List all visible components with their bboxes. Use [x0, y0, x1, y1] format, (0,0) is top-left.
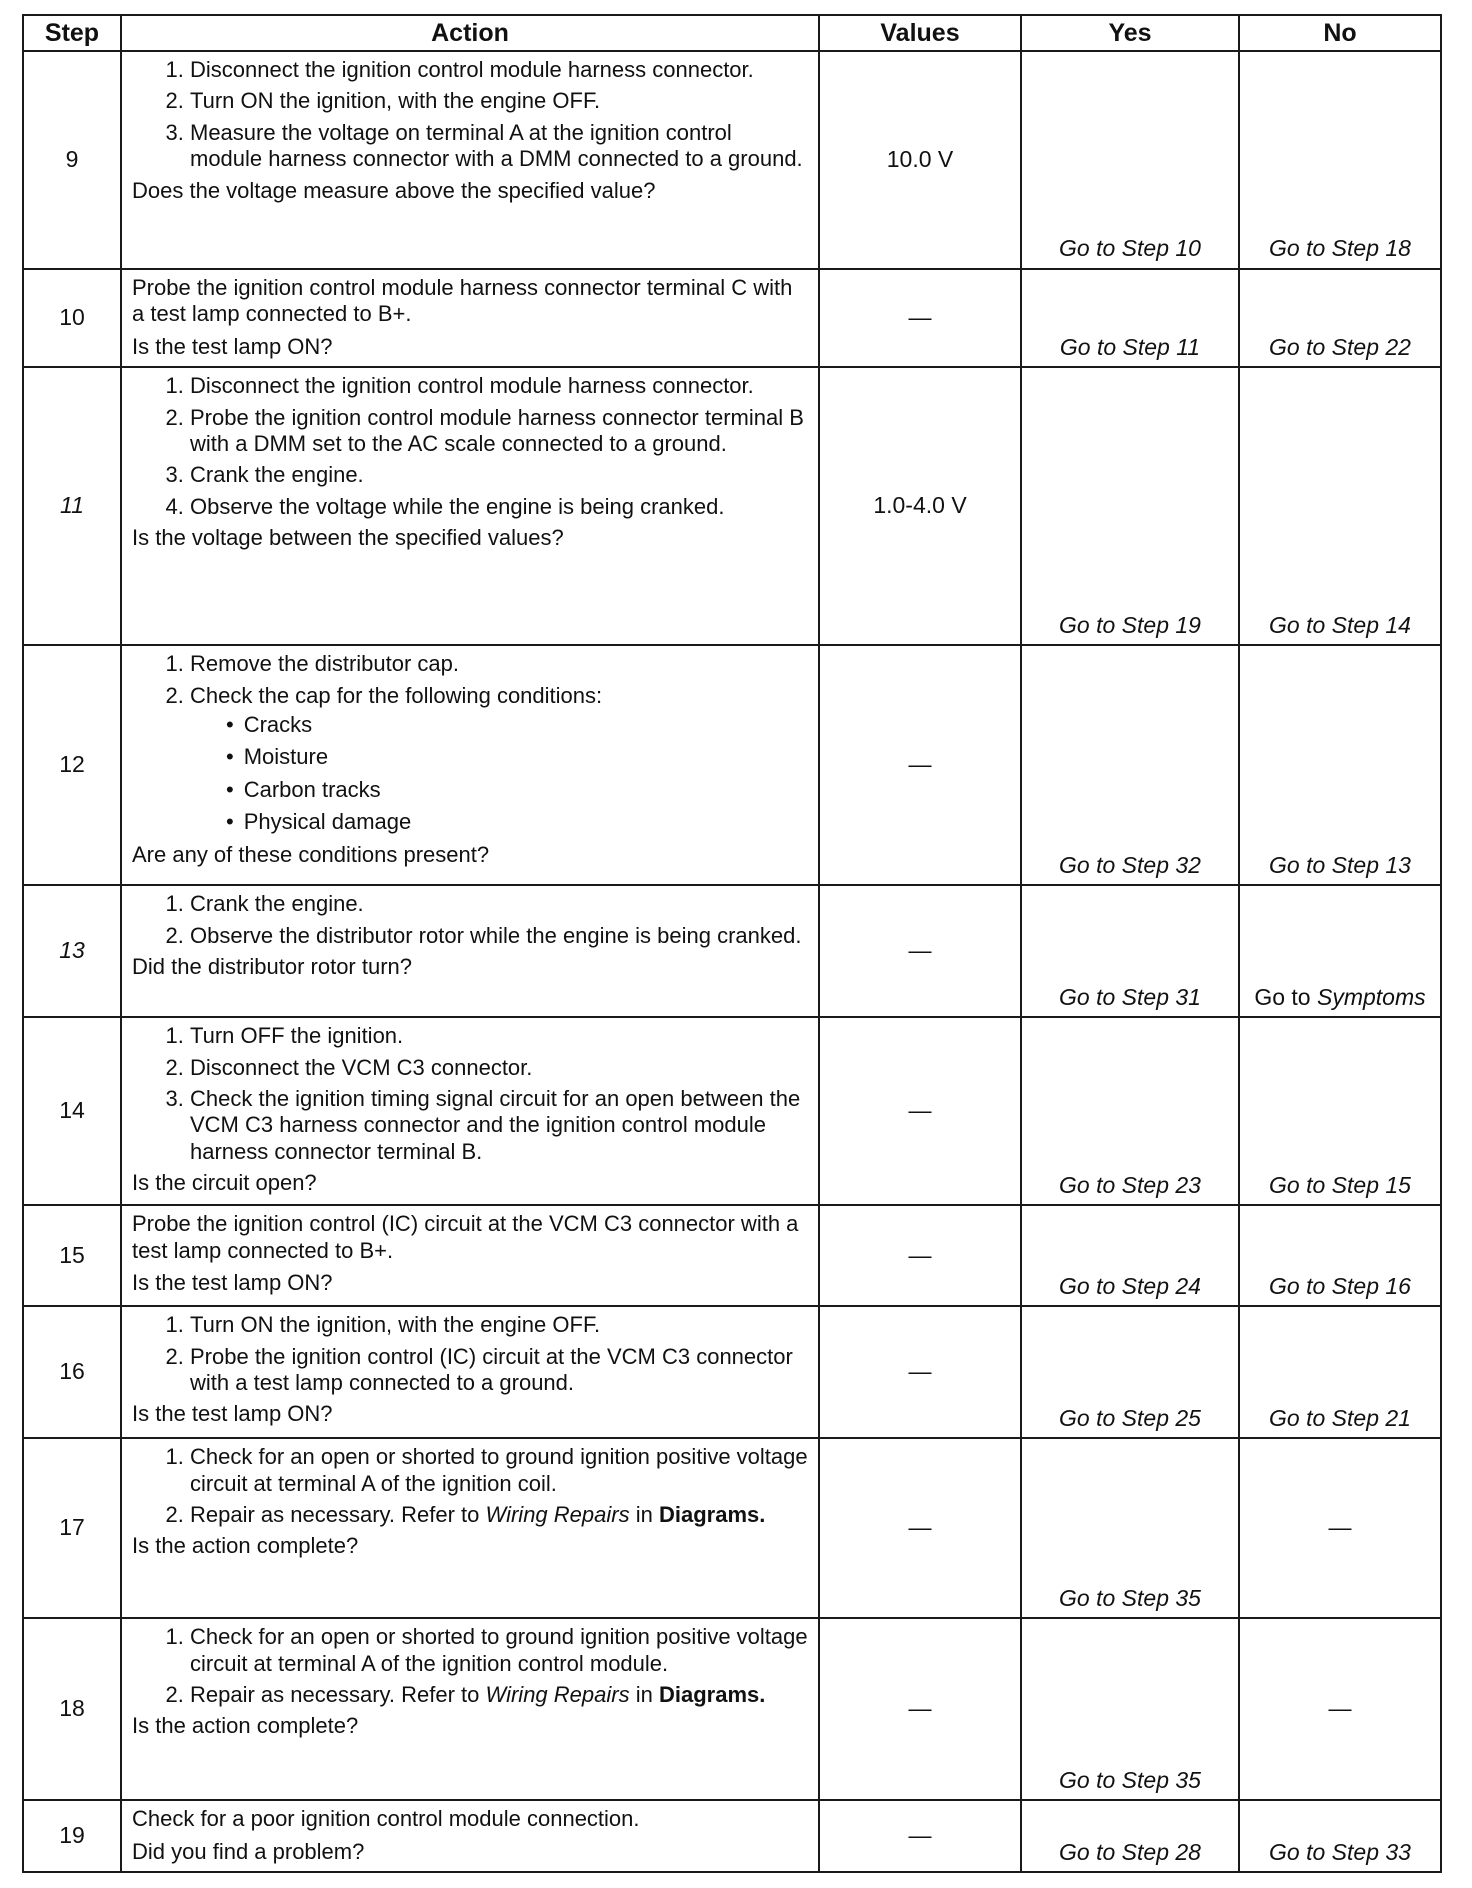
- value-cell: —: [819, 1205, 1021, 1306]
- action-steps: [132, 1312, 810, 1396]
- action-step: 2. Turn ON the ignition, with the engine OFF.: [190, 88, 810, 114]
- header-action: Action: [121, 15, 819, 51]
- no-prefix: Go to: [1254, 983, 1311, 1010]
- no-cell: Go to Step 14: [1239, 367, 1441, 645]
- no-cell: [1239, 885, 1441, 1017]
- step-number: 15: [23, 1205, 121, 1306]
- value-cell: —: [819, 1618, 1021, 1800]
- value-cell: —: [819, 1438, 1021, 1618]
- header-yes: Yes: [1021, 15, 1239, 51]
- action-step: 1. Check for an open or shorted to ground ignition positive voltage circuit at terminal A of the ignition coil.: [190, 1444, 810, 1497]
- action-step: 2. Observe the distributor rotor while the engine is being cranked.: [190, 923, 810, 949]
- action-cell: [121, 1618, 819, 1800]
- action-cell: [121, 367, 819, 645]
- action-step: 1. Disconnect the ignition control module harness connector.: [190, 373, 810, 399]
- action-step: 1. Disconnect the ignition control module harness connector.: [190, 57, 810, 83]
- yes-cell: Go to Step 19: [1021, 367, 1239, 645]
- no-cell: —: [1239, 1618, 1441, 1800]
- no-cell: Go to Step 18: [1239, 51, 1441, 269]
- table-row: [23, 51, 1441, 269]
- list-item: • Cracks: [226, 712, 810, 738]
- step-number: 18: [23, 1618, 121, 1800]
- action-step: [190, 1682, 810, 1708]
- value-cell: —: [819, 645, 1021, 885]
- action-question: Did the distributor rotor turn?: [132, 953, 413, 979]
- table-row: [23, 367, 1441, 645]
- action-step: 1. Turn ON the ignition, with the engine OFF.: [190, 1312, 810, 1338]
- action-step: 1. Remove the distributor cap.: [190, 651, 810, 677]
- action-steps: [132, 57, 810, 173]
- action-step: 3. Crank the engine.: [190, 462, 810, 488]
- list-item: • Moisture: [226, 744, 810, 770]
- step-number: 13: [23, 885, 121, 1017]
- table-row: [23, 885, 1441, 1017]
- value-cell: —: [819, 1017, 1021, 1205]
- action-cell: [121, 269, 819, 367]
- value-cell: 1.0-4.0 V: [819, 367, 1021, 645]
- yes-cell: Go to Step 32: [1021, 645, 1239, 885]
- no-cell: Go to Step 21: [1239, 1306, 1441, 1438]
- repair-text: Repair as necessary. Refer to: [190, 1681, 480, 1707]
- repair-in: in: [635, 1681, 653, 1707]
- yes-cell: Go to Step 24: [1021, 1205, 1239, 1306]
- value-cell: —: [819, 1800, 1021, 1872]
- table-row: [23, 1306, 1441, 1438]
- step-number: 9: [23, 51, 121, 269]
- diagrams-link[interactable]: Diagrams.: [658, 1501, 766, 1527]
- repair-in: in: [635, 1501, 653, 1527]
- step-number: 14: [23, 1017, 121, 1205]
- action-cell: [121, 1205, 819, 1306]
- no-cell: Go to Step 15: [1239, 1017, 1441, 1205]
- action-step: 1. Check for an open or shorted to ground ignition positive voltage circuit at terminal A of the ignition control module.: [190, 1624, 810, 1677]
- action-steps: [132, 1444, 810, 1528]
- table-row: [23, 1438, 1441, 1618]
- action-cell: [121, 1306, 819, 1438]
- action-cell: [121, 1017, 819, 1205]
- action-step: 1. Turn OFF the ignition.: [190, 1023, 810, 1049]
- table-row: [23, 269, 1441, 367]
- list-item: • Physical damage: [226, 809, 810, 835]
- step-number: 10: [23, 269, 121, 367]
- action-cell: [121, 885, 819, 1017]
- wiring-repairs-link[interactable]: Wiring Repairs: [485, 1681, 630, 1707]
- action-question: Are any of these conditions present?: [132, 841, 490, 867]
- action-cell: [121, 1800, 819, 1872]
- action-question: Is the test lamp ON?: [132, 1401, 333, 1427]
- step-number: 17: [23, 1438, 121, 1618]
- table-row: [23, 1618, 1441, 1800]
- action-step: 1. Crank the engine.: [190, 891, 810, 917]
- diagnostic-table-page: [22, 14, 1440, 1873]
- action-step: 2. Disconnect the VCM C3 connector.: [190, 1055, 810, 1081]
- step-number: 12: [23, 645, 121, 885]
- no-cell: Go to Step 22: [1239, 269, 1441, 367]
- action-steps: [132, 1624, 810, 1708]
- action-cell: [121, 645, 819, 885]
- action-question: Is the action complete?: [132, 1533, 359, 1559]
- action-text: Probe the ignition control (IC) circuit at the VCM C3 connector with a test lamp connected to B+.: [132, 1211, 799, 1263]
- condition-list: [190, 712, 810, 836]
- diagrams-link[interactable]: Diagrams.: [658, 1681, 766, 1707]
- value-cell: 10.0 V: [819, 51, 1021, 269]
- no-cell: Go to Step 16: [1239, 1205, 1441, 1306]
- action-question: Is the circuit open?: [132, 1170, 317, 1196]
- value-cell: —: [819, 1306, 1021, 1438]
- no-cell: —: [1239, 1438, 1441, 1618]
- diagnostic-table: [22, 14, 1442, 1873]
- action-steps: [132, 1023, 810, 1165]
- action-text: Check for a poor ignition control module connection.: [132, 1806, 640, 1832]
- value-cell: —: [819, 885, 1021, 1017]
- header-values: Values: [819, 15, 1021, 51]
- action-question: Did you find a problem?: [132, 1838, 365, 1864]
- wiring-repairs-link[interactable]: Wiring Repairs: [485, 1501, 630, 1527]
- step-number: 16: [23, 1306, 121, 1438]
- repair-text: Repair as necessary. Refer to: [190, 1501, 480, 1527]
- action-cell: [121, 51, 819, 269]
- yes-cell: Go to Step 11: [1021, 269, 1239, 367]
- header-step: Step: [23, 15, 121, 51]
- action-step: 3. Measure the voltage on terminal A at the ignition control module harness connector with a DMM connected to a ground.: [190, 120, 810, 173]
- action-step-text: Check the cap for the following conditions:: [190, 682, 603, 708]
- action-question: Is the test lamp ON?: [132, 333, 333, 359]
- yes-cell: Go to Step 28: [1021, 1800, 1239, 1872]
- action-question: Is the test lamp ON?: [132, 1269, 333, 1295]
- yes-cell: Go to Step 10: [1021, 51, 1239, 269]
- yes-cell: Go to Step 35: [1021, 1438, 1239, 1618]
- action-cell: [121, 1438, 819, 1618]
- header-no: No: [1239, 15, 1441, 51]
- value-cell: —: [819, 269, 1021, 367]
- action-text: Probe the ignition control module harness connector terminal C with a test lamp connected to B+.: [132, 275, 793, 327]
- list-item: • Carbon tracks: [226, 777, 810, 803]
- action-steps: [132, 651, 810, 835]
- action-steps: [132, 891, 810, 949]
- action-step: 2. Probe the ignition control module harness connector terminal B with a DMM set to the AC scale connected to a ground.: [190, 405, 810, 458]
- table-row: [23, 645, 1441, 885]
- action-question: Is the action complete?: [132, 1713, 359, 1739]
- action-step: 3. Check the ignition timing signal circuit for an open between the VCM C3 harness connector and the ignition control module harness connector terminal B.: [190, 1086, 810, 1165]
- yes-cell: Go to Step 25: [1021, 1306, 1239, 1438]
- action-step: 2. Probe the ignition control (IC) circuit at the VCM C3 connector with a test lamp connected to a ground.: [190, 1344, 810, 1397]
- action-step: 4. Observe the voltage while the engine is being cranked.: [190, 494, 810, 520]
- no-cell: Go to Step 33: [1239, 1800, 1441, 1872]
- action-steps: [132, 373, 810, 520]
- action-step: [190, 1502, 810, 1528]
- symptoms-link[interactable]: Symptoms: [1317, 983, 1426, 1010]
- action-question: Does the voltage measure above the specified value?: [132, 177, 656, 203]
- step-number: 19: [23, 1800, 121, 1872]
- yes-cell: Go to Step 35: [1021, 1618, 1239, 1800]
- step-number: 11: [23, 367, 121, 645]
- no-cell: Go to Step 13: [1239, 645, 1441, 885]
- header-row: [23, 15, 1441, 51]
- action-question: Is the voltage between the specified values?: [132, 525, 564, 551]
- table-row: [23, 1017, 1441, 1205]
- yes-cell: Go to Step 31: [1021, 885, 1239, 1017]
- action-step: [190, 683, 810, 836]
- table-row: [23, 1205, 1441, 1306]
- yes-cell: Go to Step 23: [1021, 1017, 1239, 1205]
- table-row: [23, 1800, 1441, 1872]
